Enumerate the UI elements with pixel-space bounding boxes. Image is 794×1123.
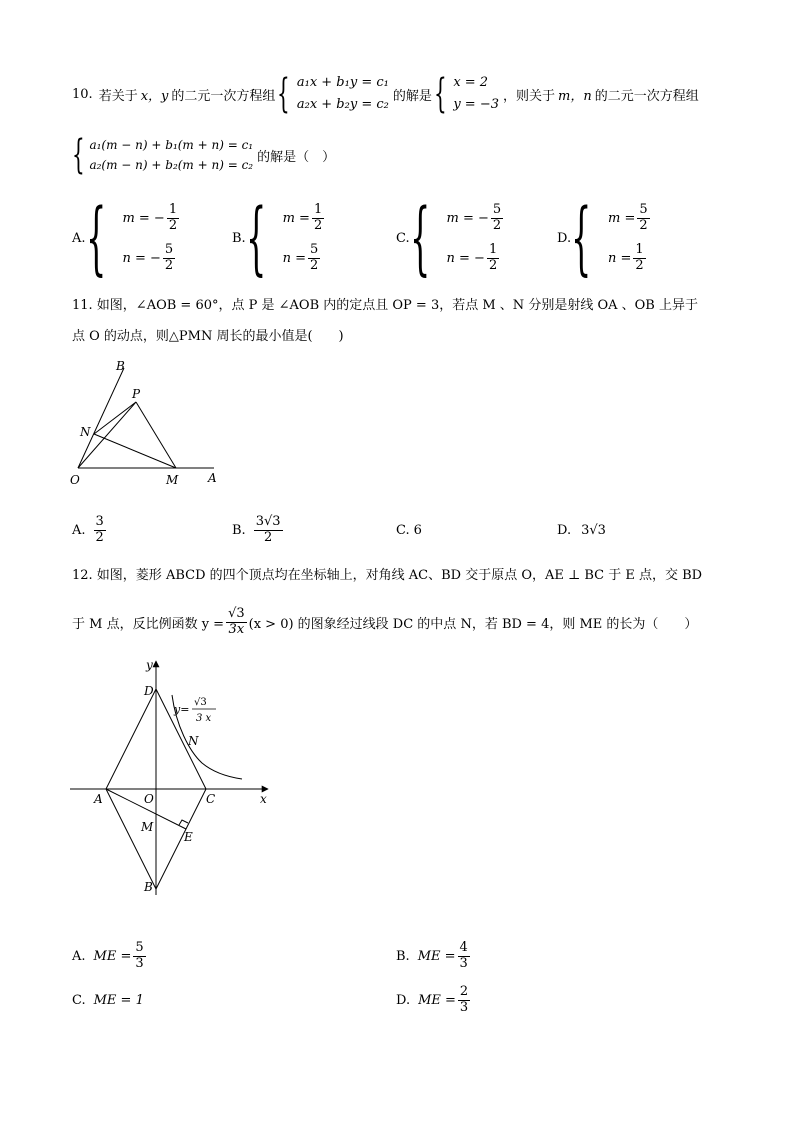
q10-option-c-system (447, 198, 506, 278)
q10-stem-line1 (72, 72, 699, 116)
q10-brace-1: { (277, 71, 291, 117)
q12-stem-line1: 12. 如图，菱形 ABCD 的四个顶点均在坐标轴上，对角线 AC、BD 交于原点 O，AE ⊥ BC 于 E 点，交 BD (72, 568, 703, 583)
q12-option-d[interactable] (396, 978, 472, 1022)
q10-option-b[interactable] (232, 193, 326, 283)
q10-option-b-n-sign: n = (282, 250, 306, 266)
q12-option-d-label: D. (396, 992, 411, 1008)
q11-option-c[interactable] (396, 508, 422, 552)
q12-label-d: D (144, 684, 154, 698)
q10-option-b-system (283, 198, 327, 278)
q12-option-d-frac (458, 985, 470, 1015)
q12-option-b-den: 3 (459, 955, 468, 971)
q11-label-a: A (208, 471, 217, 485)
q11-segment-nm (94, 434, 176, 468)
q11-option-b-label: B. (232, 522, 246, 538)
q10-option-c-m-frac (491, 203, 503, 233)
q10-brace-3: { (72, 132, 85, 178)
q12-option-a-num: 5 (135, 940, 144, 956)
q11-option-a-num: 3 (95, 514, 104, 530)
q10-sys1-eq2: a₂x + b₂y = c₂ (296, 97, 389, 112)
q12-option-d-den: 3 (459, 999, 469, 1015)
q10-text6: 的解是（ ） (257, 149, 336, 165)
q11-option-c-value: 6 (413, 522, 422, 538)
q11-stem-line1: 11. 如图，∠AOB = 60°，点 P 是 ∠AOB 内的定点且 OP = 3，若点 M 、N 分别是射线 OA 、OB 上异于 (72, 298, 698, 313)
q10-option-a-label: A. (72, 230, 86, 246)
q10-option-c-n-den: 2 (488, 257, 498, 273)
q10-option-a[interactable] (72, 193, 181, 283)
q10-option-c-n-row (447, 238, 506, 278)
q12-option-b-num: 4 (459, 940, 468, 956)
q10-text5: 的二元一次方程组 (594, 88, 699, 104)
q10-option-d-m-frac (637, 203, 649, 233)
q10-option-a-n-row (122, 238, 181, 278)
q12-option-d-num: 2 (459, 984, 469, 1000)
q10-option-b-m-num: 1 (313, 202, 323, 218)
q11-label-b: B (116, 359, 125, 373)
q10-option-c[interactable] (396, 193, 505, 283)
q10-option-d[interactable] (557, 193, 652, 283)
q10-option-d-m-row (608, 198, 652, 238)
q12-option-a-pre: ME = (93, 948, 132, 964)
q10-option-d-m-sign: m = (608, 210, 636, 226)
q12-option-a-label: A. (72, 948, 86, 964)
q12-label-b: B (144, 880, 153, 894)
q11-stem-line2: 点 O 的动点，则△PMN 周长的最小值是( ) (72, 329, 344, 344)
q10-vars1: x，y (140, 88, 169, 104)
q10-option-a-m-den: 2 (168, 217, 178, 233)
q10-option-a-n-sign: n = − (122, 250, 161, 266)
q10-option-b-n-frac (308, 243, 320, 273)
q12-option-d-pre: ME = (418, 992, 456, 1008)
q10-solution (453, 72, 499, 116)
q11-option-a-label: A. (72, 522, 86, 538)
q12-stem-line2 (72, 600, 697, 644)
q10-option-b-n-den: 2 (310, 257, 319, 273)
q12-label-m: M (141, 820, 154, 834)
q10-option-c-n-sign: n = − (446, 250, 485, 266)
q10-option-b-n-num: 5 (310, 242, 319, 258)
q12-option-c[interactable] (72, 978, 144, 1022)
q10-vars2: m，n (558, 88, 592, 104)
q11-figure (62, 358, 232, 488)
q10-option-a-m-num: 1 (168, 202, 178, 218)
q10-option-b-label: B. (232, 230, 246, 246)
q10-option-d-m-den: 2 (639, 217, 648, 233)
q10-sys2-eq2: a₂(m − n) + b₂(m + n) = c₂ (89, 158, 254, 172)
q11-label-o: O (70, 473, 80, 487)
q12-label-x: x (260, 792, 267, 806)
q10-option-d-n-row (608, 238, 652, 278)
q10-option-a-brace: { (85, 191, 106, 284)
q12-figure (64, 655, 284, 900)
q12-label-func-num: √3 (194, 697, 207, 708)
q12-func-den: 3x (228, 621, 245, 637)
q11-option-d[interactable] (557, 508, 606, 552)
q12-label-e: E (184, 830, 193, 844)
q10-number: 10. (72, 86, 93, 102)
q11-segment-pn (94, 402, 136, 434)
q12-option-c-value: ME = 1 (93, 992, 144, 1008)
q11-option-a-frac (94, 515, 106, 545)
q12-option-a-den: 3 (135, 955, 144, 971)
q10-option-b-m-den: 2 (313, 217, 323, 233)
q12-label-c: C (206, 792, 216, 806)
q10-text2: 的二元一次方程组 (171, 88, 276, 104)
q10-option-b-n-row (283, 238, 327, 278)
q10-system-1 (297, 72, 389, 116)
q10-option-a-n-frac (163, 243, 175, 273)
q11-option-b-frac (254, 515, 283, 545)
q10-option-d-n-num: 1 (635, 242, 644, 258)
q11-option-b[interactable] (232, 508, 285, 552)
q10-option-d-brace: { (571, 191, 592, 284)
q12-option-b-label: B. (396, 948, 410, 964)
q11-option-a[interactable] (72, 508, 108, 552)
q12-label-func: y= (174, 703, 190, 716)
q11-option-b-num: 3√3 (255, 514, 281, 530)
q11-label-p: P (132, 387, 141, 401)
q10-option-d-n-sign: n = (608, 250, 632, 266)
q11-option-d-value: 3√3 (581, 522, 606, 538)
q11-segment-pm (136, 402, 176, 468)
q10-text4: ，则关于 (502, 88, 555, 104)
q10-text1: 若关于 (98, 88, 138, 104)
q10-option-c-m-row (447, 198, 506, 238)
q12-label-o: O (144, 792, 154, 806)
q10-option-c-n-frac (487, 243, 499, 273)
q10-sys2-eq1: a₁(m − n) + b₁(m + n) = c₁ (89, 138, 254, 152)
q10-option-b-m-sign: m = (282, 210, 310, 226)
q10-option-a-system (122, 198, 181, 278)
q10-brace-2: { (433, 71, 447, 117)
q11-label-m: M (166, 473, 179, 487)
q10-option-c-m-den: 2 (492, 217, 502, 233)
q12-option-a-frac (133, 941, 145, 971)
q10-system-2 (89, 135, 253, 175)
q10-option-a-n-num: 5 (164, 242, 174, 258)
q10-text3: 的解是 (392, 88, 432, 104)
q12-func-frac (226, 607, 247, 637)
q10-option-a-m-frac (167, 203, 179, 233)
q11-option-d-label: D. (557, 522, 572, 538)
q10-option-a-m-row (122, 198, 181, 238)
q12-line2-b: (x > 0) 的图象经过线段 DC 的中点 N，若 BD = 4，则 ME 的长为（ ） (248, 616, 698, 632)
q10-option-b-m-row (283, 198, 327, 238)
q10-sys1-eq1: a₁x + b₁y = c₁ (296, 75, 389, 90)
q12-option-b-frac (458, 941, 470, 971)
q12-option-b-pre: ME = (417, 948, 456, 964)
q11-option-c-label: C. (396, 522, 410, 538)
q10-option-d-system (608, 198, 652, 278)
q11-ray-ob (78, 368, 124, 468)
q12-label-n: N (188, 734, 199, 748)
q10-option-d-n-den: 2 (635, 257, 644, 273)
q10-option-d-m-num: 5 (639, 202, 648, 218)
q10-sol-eq2: y = −3 (453, 97, 499, 112)
q10-option-b-brace: { (245, 191, 267, 284)
q10-option-a-n-den: 2 (164, 257, 174, 273)
q10-sol-eq1: x = 2 (453, 75, 489, 90)
q12-label-a: A (94, 792, 103, 806)
q10-option-b-m-frac (312, 203, 324, 233)
q11-option-a-den: 2 (95, 529, 104, 545)
q10-option-c-m-sign: m = − (446, 210, 489, 226)
q12-option-b[interactable] (396, 934, 472, 978)
q12-label-y: y (146, 658, 153, 672)
q10-option-d-n-frac (633, 243, 645, 273)
q10-option-a-m-sign: m = − (122, 210, 165, 226)
q10-option-c-n-num: 1 (488, 242, 498, 258)
q10-option-c-m-num: 5 (492, 202, 502, 218)
q11-label-n: N (80, 425, 91, 439)
q10-stem-line2 (72, 133, 335, 177)
q12-label-func-den: 3 x (196, 713, 212, 724)
q10-option-d-label: D. (557, 230, 572, 246)
q10-option-c-brace: { (409, 191, 430, 284)
q12-line2-a: 于 M 点，反比例函数 y = (72, 616, 225, 632)
q12-option-c-label: C. (72, 992, 86, 1008)
q12-right-angle-mark (179, 820, 188, 825)
q12-func-num: √3 (228, 606, 245, 622)
q11-option-b-den: 2 (263, 529, 273, 545)
q12-option-a[interactable] (72, 934, 148, 978)
q10-option-c-label: C. (396, 230, 410, 246)
